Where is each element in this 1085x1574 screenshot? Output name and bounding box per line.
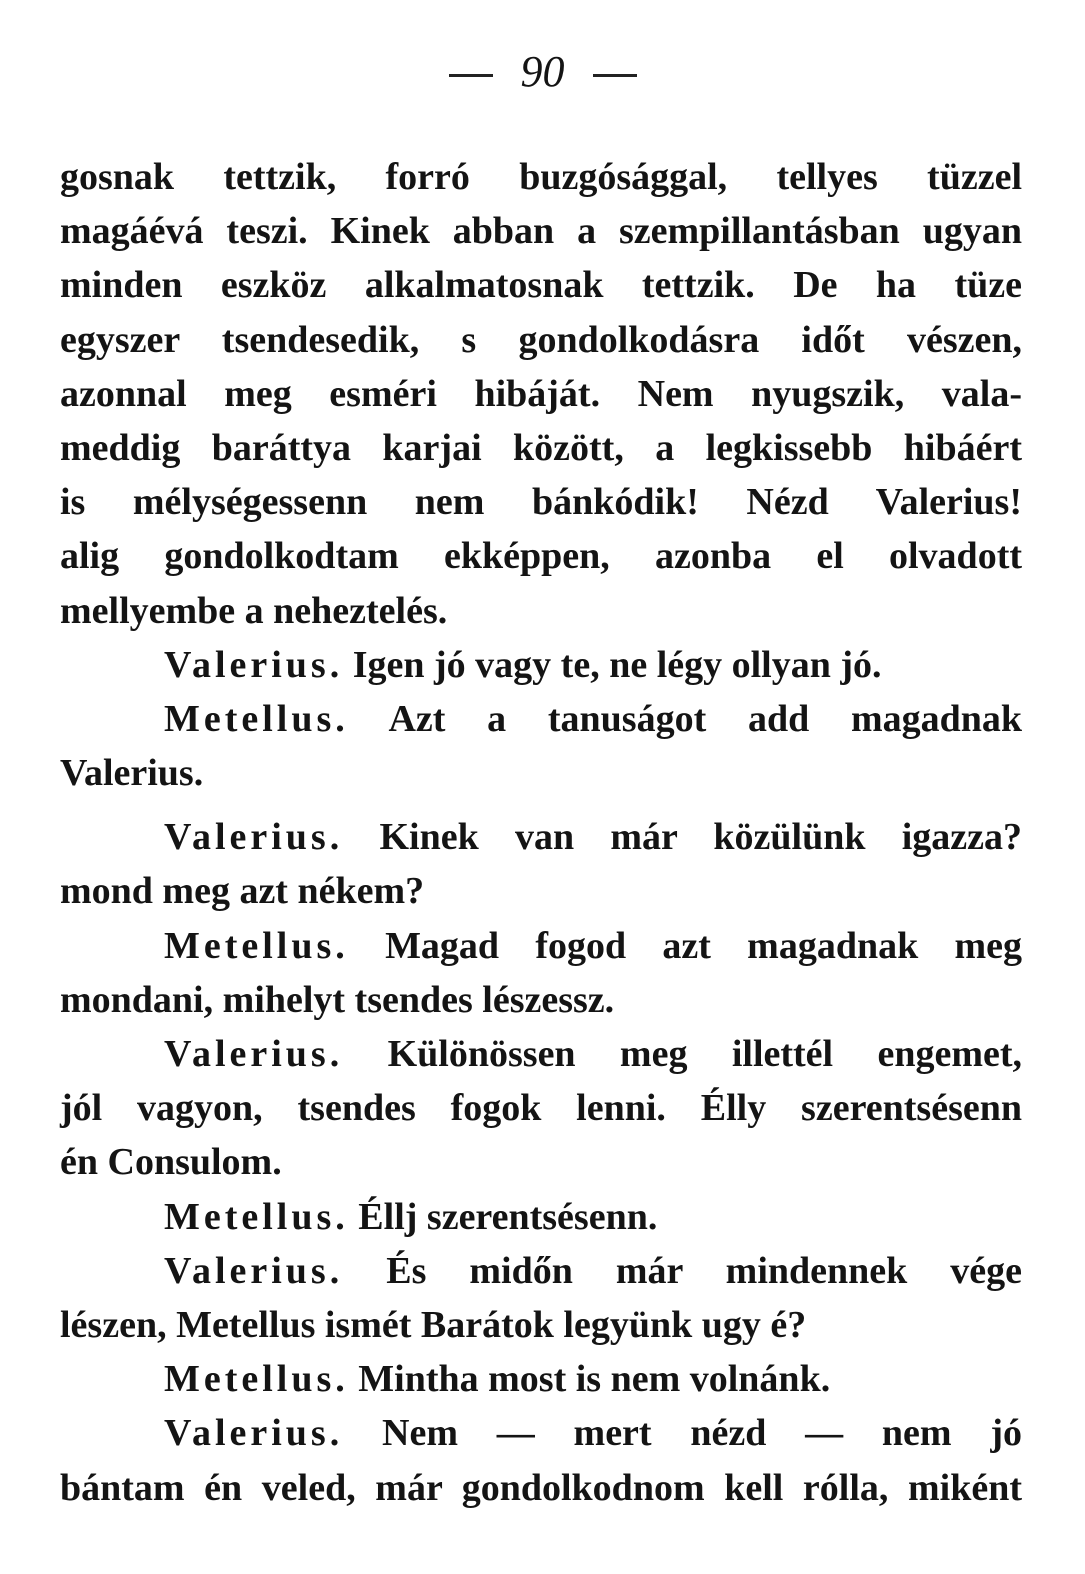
text-line: magáévá teszi. Kinek abban a szempillantásban ugyan bbox=[60, 210, 1022, 253]
header-dash-left bbox=[449, 74, 493, 77]
dialogue-continuation: bántam én veled, már gondolkodnom kell rólla, miként bbox=[60, 1466, 1022, 1509]
speaker-name: Valerius. bbox=[164, 816, 344, 859]
body-text bbox=[60, 150, 1022, 1515]
dialogue-text: Igen jó vagy te, ne légy ollyan jó. bbox=[352, 643, 882, 686]
dialogue-line bbox=[60, 810, 1022, 864]
dialogue-text: Azt a tanuságot add magadnak bbox=[388, 697, 1023, 740]
text-line: minden eszköz alkalmatosnak tettzik. De ha tüze bbox=[60, 264, 1022, 307]
text-line: meddig baráttya karjai között, a legkissebb hibáért bbox=[60, 426, 1022, 469]
text-line: alig gondolkodtam ekképpen, azonba el olvadott bbox=[60, 535, 1022, 578]
dialogue-continuation: jól vagyon, tsendes fogok lenni. Élly szerentsésenn bbox=[60, 1087, 1022, 1130]
dialogue-line bbox=[60, 1352, 1022, 1406]
dialogue-line bbox=[60, 638, 1022, 692]
dialogue-text: Magad fogod azt magadnak meg bbox=[385, 924, 1022, 967]
text-line: egyszer tsendesedik, s gondolkodásra időt vészen, bbox=[60, 318, 1022, 361]
dialogue-text: És midőn már mindennek vége bbox=[386, 1249, 1023, 1292]
dialogue-line bbox=[60, 1027, 1022, 1081]
dialogue-text: Nem — mert nézd — nem jó bbox=[382, 1412, 1023, 1455]
dialogue-continuation: Valerius. bbox=[60, 752, 204, 795]
header-dash-right bbox=[593, 74, 637, 77]
speaker-name: Valerius. bbox=[164, 643, 344, 686]
dialogue-text: Éllj szerentsésenn. bbox=[358, 1195, 658, 1238]
dialogue-text: Mintha most is nem volnánk. bbox=[358, 1358, 831, 1401]
speaker-name: Metellus. bbox=[164, 924, 349, 967]
dialogue-line bbox=[60, 919, 1022, 973]
speaker-name: Metellus. bbox=[164, 1195, 349, 1238]
dialogue-text: Különössen meg illettél engemet, bbox=[387, 1033, 1023, 1075]
dialogue-continuation: lészen, Metellus ismét Barátok legyünk ugy é? bbox=[60, 1303, 807, 1346]
dialogue-continuation: mondani, mihelyt tsendes lészessz. bbox=[60, 978, 615, 1021]
dialogue-text: Kinek van már közülünk igazza? bbox=[379, 816, 1022, 859]
page-header bbox=[0, 42, 1085, 102]
dialogue-continuation: mond meg azt nékem? bbox=[60, 870, 425, 913]
speaker-name: Valerius. bbox=[164, 1412, 344, 1455]
speaker-name: Valerius. bbox=[164, 1249, 344, 1292]
text-line: mellyembe a neheztelés. bbox=[60, 589, 448, 632]
dialogue-line bbox=[60, 1190, 1022, 1244]
dialogue-line bbox=[60, 692, 1022, 746]
speaker-name: Valerius. bbox=[164, 1033, 344, 1075]
text-line: is mélységessenn nem bánkódik! Nézd Valerius! bbox=[60, 481, 1022, 524]
dialogue-line bbox=[60, 1244, 1022, 1298]
speaker-name: Metellus. bbox=[164, 697, 349, 740]
text-line: gosnak tettzik, forró buzgósággal, tellyes tüzzel bbox=[60, 156, 1022, 198]
speaker-name: Metellus. bbox=[164, 1358, 349, 1401]
text-line: azonnal meg esméri hibáját. Nem nyugszik, vala- bbox=[60, 372, 1022, 415]
dialogue-line bbox=[60, 1406, 1022, 1460]
page-number: 90 bbox=[520, 47, 565, 96]
dialogue-continuation: én Consulom. bbox=[60, 1141, 282, 1184]
